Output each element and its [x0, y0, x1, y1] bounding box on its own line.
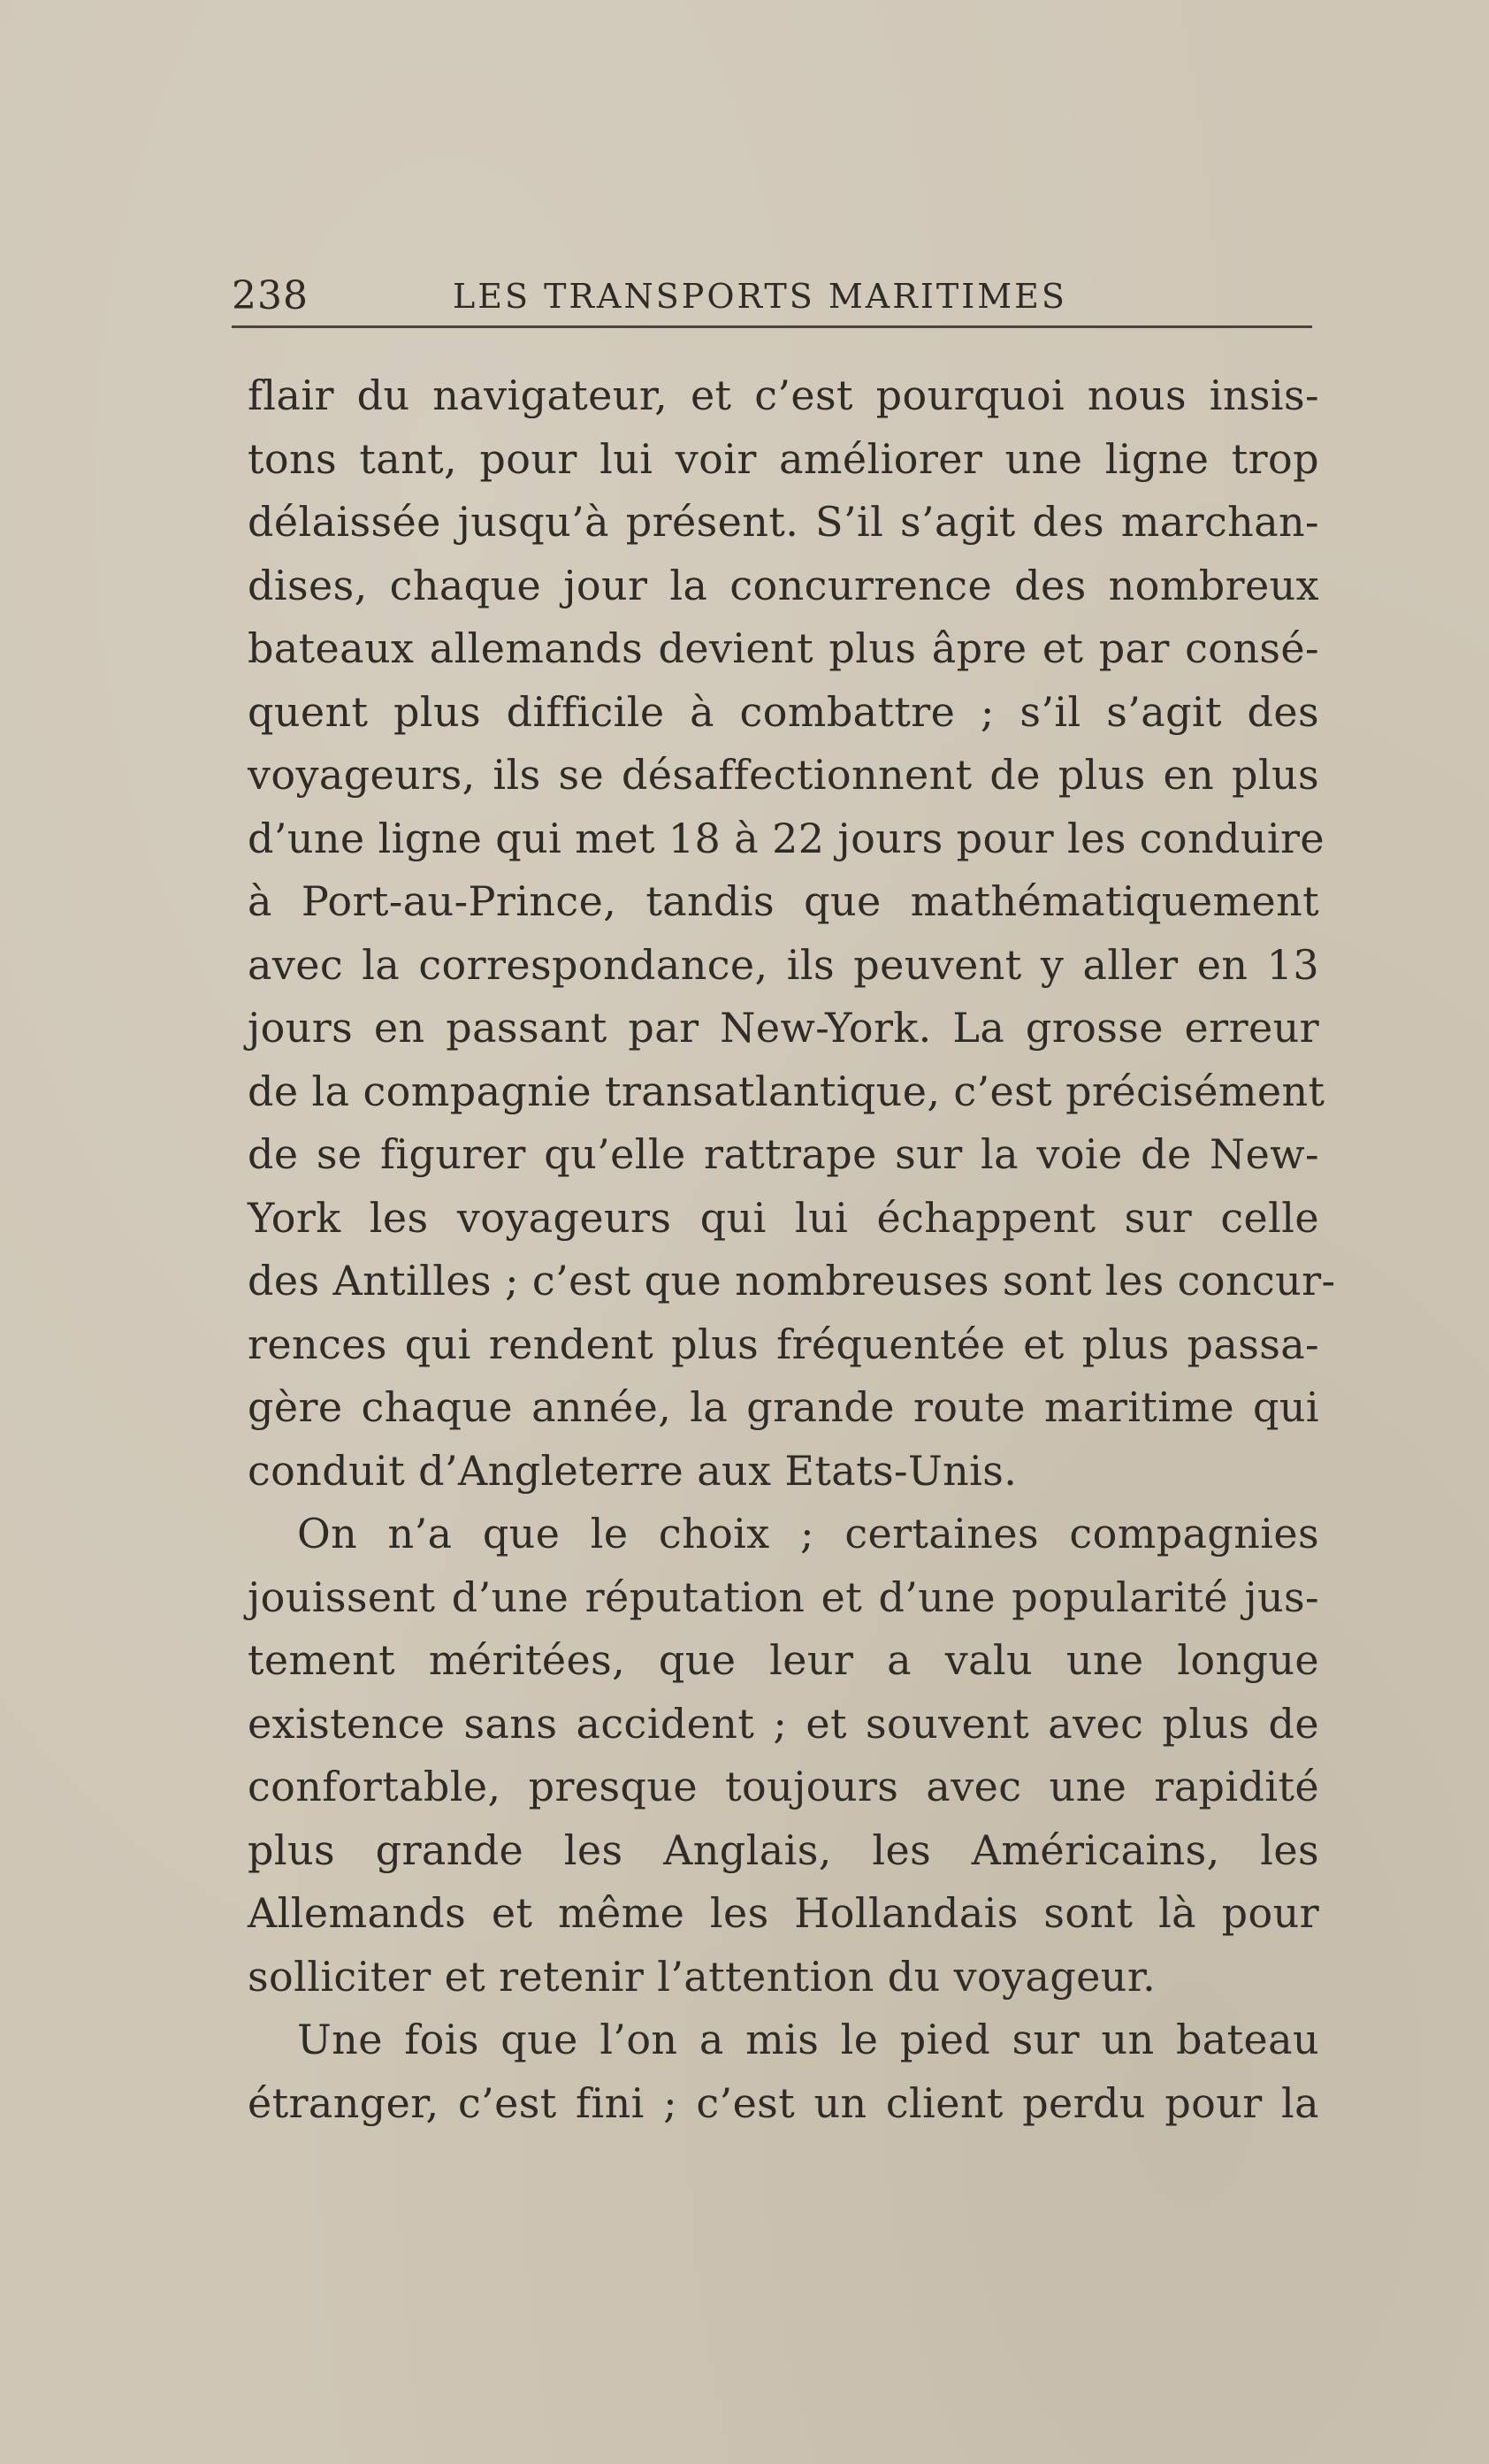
text-line: plus grande les Anglais, les Américains, les	[248, 1825, 1319, 1874]
text-line: Allemands et même les Hollandais sont là pour	[248, 1889, 1319, 1937]
text-line: dises, chaque jour la concurrence des nombreux	[248, 561, 1319, 609]
text-line: voyageurs, ils se désaffectionnent de plus en plus	[248, 751, 1319, 799]
text-line: rences qui rendent plus fréquentée et plus passa-	[248, 1320, 1319, 1368]
text-line: gère chaque année, la grande route maritime qui	[248, 1383, 1319, 1431]
text-line: à Port-au-Prince, tandis que mathématiquement	[248, 877, 1319, 925]
header-rule	[232, 325, 1312, 328]
text-line: quent plus difficile à combattre ; s’il s’agit des	[248, 687, 1319, 736]
text-line: d’une ligne qui met 18 à 22 jours pour les conduire	[248, 814, 1325, 862]
text-line: délaissée jusqu’à présent. S’il s’agit des marchan-	[248, 498, 1319, 546]
text-line: flair du navigateur, et c’est pourquoi nous insis-	[248, 371, 1319, 419]
text-line: étranger, c’est fini ; c’est un client perdu pour la	[248, 2078, 1319, 2127]
text-line: bateaux allemands devient plus âpre et par consé-	[248, 624, 1319, 672]
paragraph-first-line: On n’a que le choix ; certaines compagnies	[297, 1510, 1319, 1557]
text-line: de se figurer qu’elle rattrape sur la voie de New-	[248, 1130, 1319, 1178]
text-line: tement méritées, que leur a valu une longue	[248, 1636, 1319, 1684]
page-number: 238	[232, 273, 309, 318]
text-line: confortable, presque toujours avec une rapidité	[248, 1763, 1319, 1810]
text-line: de la compagnie transatlantique, c’est précisément	[248, 1067, 1325, 1115]
text-line: des Antilles ; c’est que nombreuses sont les concur-	[248, 1257, 1336, 1305]
text-line: avec la correspondance, ils peuvent y aller en 13	[248, 940, 1319, 989]
body-text	[248, 364, 1336, 2135]
text-line: tons tant, pour lui voir améliorer une ligne trop	[248, 434, 1319, 483]
paragraph-first-line: Une fois que l’on a mis le pied sur un bateau	[297, 2016, 1319, 2063]
text-line: existence sans accident ; et souvent avec plus de	[248, 1699, 1319, 1748]
paragraph-last-line: solliciter et retenir l’attention du voyageur.	[248, 1952, 1157, 2001]
paragraph-last-line: conduit d’Angleterre aux Etats-Unis.	[248, 1446, 1018, 1495]
running-title: LES TRANSPORTS MARITIMES	[453, 277, 1067, 316]
text-line: York les voyageurs qui lui échappent sur celle	[248, 1193, 1319, 1242]
text-line: jours en passant par New-York. La grosse erreur	[248, 1004, 1319, 1052]
page-header	[232, 265, 1312, 327]
text-line: jouissent d’une réputation et d’une popularité jus-	[248, 1573, 1319, 1621]
